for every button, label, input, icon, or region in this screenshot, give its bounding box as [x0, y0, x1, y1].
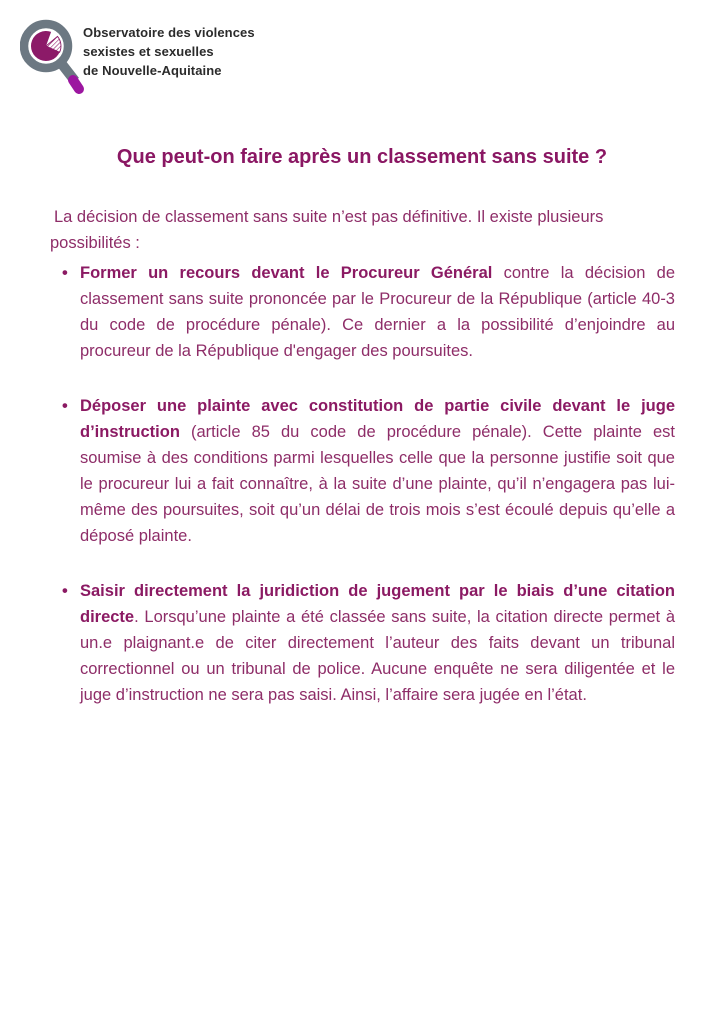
list-item-recours-procureur-general	[62, 260, 675, 364]
intro-paragraph: La décision de classement sans suite n’est pas définitive. Il existe plusieurs possibilités :	[50, 207, 604, 252]
list-item-text	[80, 260, 675, 364]
list-item-plainte-partie-civile	[62, 393, 675, 549]
page-title: Que peut-on faire après un classement sans suite ?	[116, 146, 608, 169]
list-item-body: (article 85 du code de procédure pénale). Cette plainte est soumise à des conditions parmi lesquelles celle que la personne justifie soit que le procureur lui a fait connaître, à la suite d’une plainte, qu’il n’engagera pas lui-même des poursuites, soit qu’un délai de trois mois s’est écoulé depuis qu’elle a déposé plainte.	[80, 423, 675, 545]
list-item-bold-lead: Déposer une plainte avec constitution de partie civile devant le juge d’instruction	[80, 397, 675, 441]
bullet-dot: •	[62, 582, 68, 600]
list-item-text	[80, 393, 675, 549]
logo-line-3: de Nouvelle-Aquitaine	[83, 63, 222, 78]
list-item-body: . Lorsqu’une plainte a été classée sans suite, la citation directe permet à un.e plaignant.e de citer directement l’auteur des faits devant un tribunal correctionnel ou un tribunal de police. Aucune enquête ne sera diligentée et le juge d’instruction ne sera pas saisi. Ainsi, l’affaire sera jugée en l’état.	[80, 608, 675, 704]
observatoire-logo	[20, 10, 300, 110]
bullet-dot: •	[62, 264, 68, 282]
magnifier-pie-chart-icon	[20, 10, 88, 104]
logo-line-1: Observatoire des violences	[83, 25, 255, 40]
bullet-dot: •	[62, 397, 68, 415]
list-item-bold-lead: Former un recours devant le Procureur Général	[80, 264, 493, 282]
options-list	[62, 260, 675, 737]
logo-wordmark	[83, 23, 255, 80]
list-item-citation-directe	[62, 578, 675, 708]
logo-line-2: sexistes et sexuelles	[83, 44, 214, 59]
list-item-text	[80, 578, 675, 708]
list-item-bold-lead: Saisir directement la juridiction de jugement par le biais d’une citation directe	[80, 582, 675, 626]
list-item-body: contre la décision de classement sans suite prononcée par le Procureur de la République (article 40-3 du code de procédure pénale). Ce dernier a la possibilité d’enjoindre au procureur de la République d'engager des poursuites.	[80, 264, 675, 360]
